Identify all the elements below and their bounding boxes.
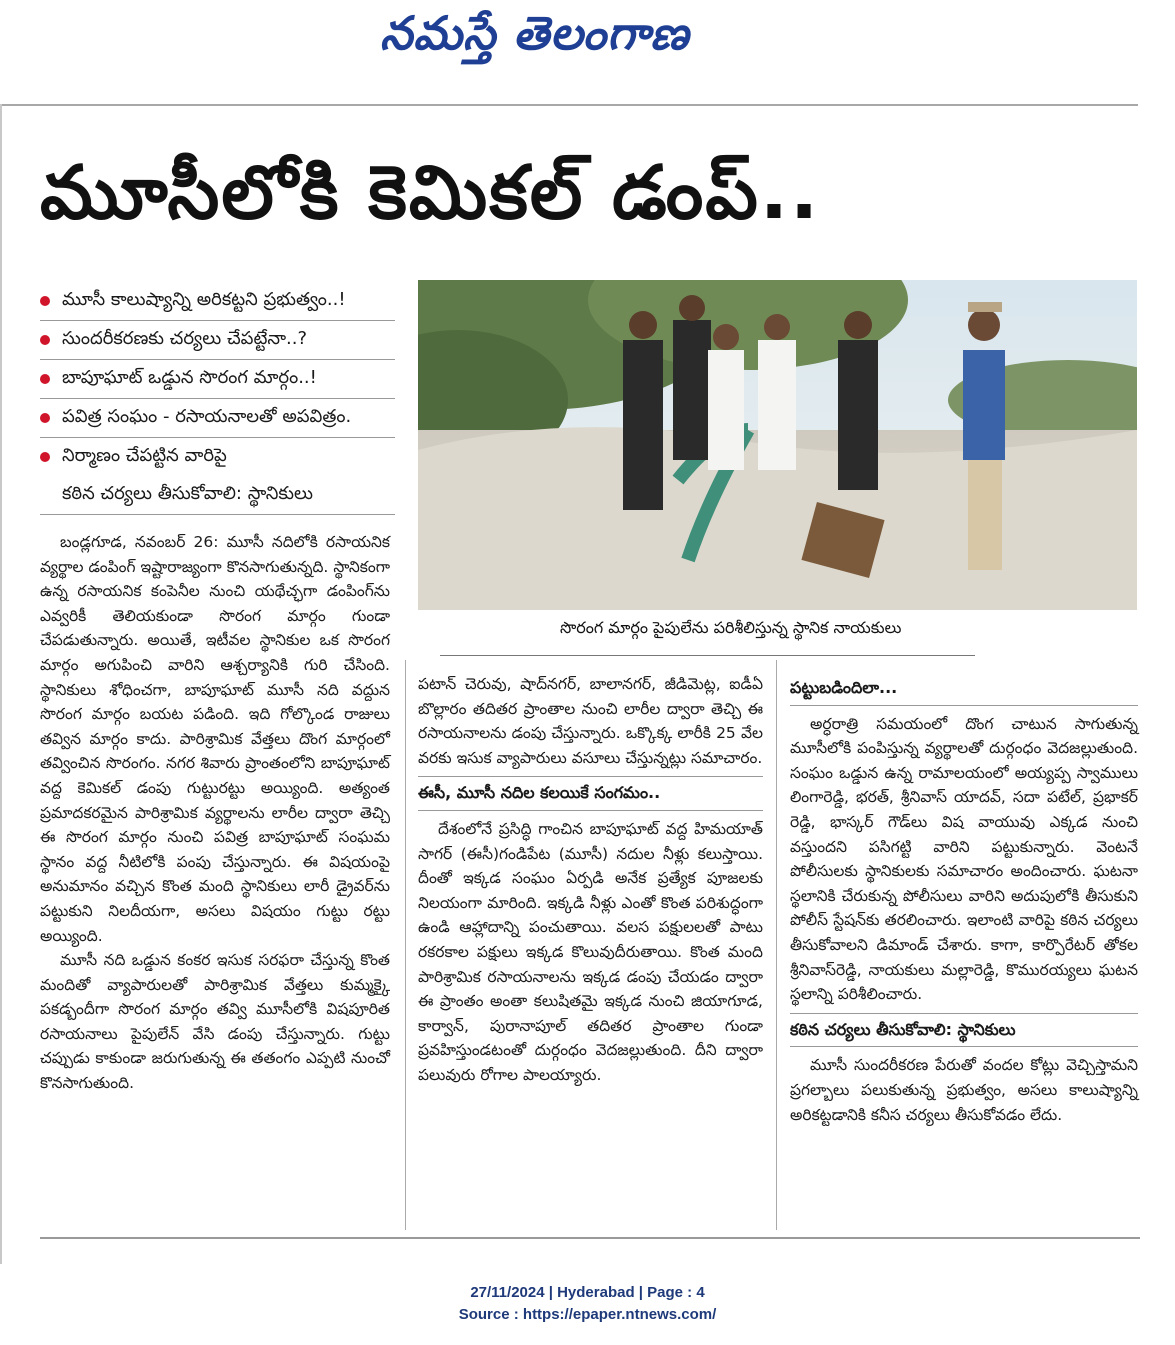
column-divider xyxy=(405,660,406,1230)
footer-date-line: 27/11/2024 | Hyderabad | Page : 4 xyxy=(470,1284,705,1301)
paragraph: బండ్లగూడ, నవంబర్ 26: మూసీ నదిలోకి రసాయనిక వ్యర్థాల డంపింగ్ ఇష్టారాజ్యంగా కొనసాగుతున్నది. స్థానికంగా ఉన్న రసాయనిక కంపెనీల నుంచి యథేచ్ఛగా డంపింగ్‌ను ఎవ్వరికీ తెలియకుండా సొరంగ మార్గం గుండా చేపడుతున్నారు. అయితే, ఇటీవల స్థానికుల ఒక సొరంగ మార్గం అగుపించి వారిని ఆశ్చర్యానికి గురి చేసింది. స్థానికులు శోధించగా, బాపూఘాట్ మూసీ నది వద్దున సొరంగ మార్గం బయట పడింది. ఇది గోల్కొండ రాజులు తవ్విన మార్గం కాదు. పారిశ్రామిక వేత్తలు దొంగ మార్గంలో తవ్వించిన సొరంగం. నగర శివారు ప్రాంతంలోని బాపూఘాట్ వద్ద కెమికల్ డంపు గుట్టురట్టు అయ్యింది. అత్యంత ప్రమాదకరమైన పారిశ్రామిక వ్యర్థాలను లారీల ద్వారా తెచ్చి ఈ సొరంగ మార్గం నుంచి పవిత్ర బాపూఘాట్ సంఘమ స్థానం వద్ద నీటిలోకి పంపు చేస్తున్నారు. ఈ విషయంపై అనుమానం వచ్చిన కొంత మంది స్థానికులు లారీ డ్రైవర్‌ను పట్టుకుని నిలదీయగా, అసలు విషయం గుట్టు రట్టు అయ్యింది. xyxy=(40,533,390,945)
highlight-text: కఠిన చర్యలు తీసుకోవాలి: స్థానికులు xyxy=(62,483,313,504)
section-subhead: పట్టుబడిందిలా... xyxy=(790,672,1138,706)
bullet-dot-icon xyxy=(40,413,50,423)
article-column-3 xyxy=(790,672,1138,1127)
footer-source-line[interactable]: Source : https://epaper.ntnews.com/ xyxy=(458,1306,717,1323)
paragraph: పటాన్ చెరువు, షాద్‌నగర్, బాలానగర్, జీడిమెట్ల, ఐడీఏ బొల్లారం తదితర ప్రాంతాల నుంచి లారీల ద్వారా తెచ్చి ఈ రసాయనాలను డంపు చేస్తున్నారు. ఒక్కొక్క లారీకి 25 వేల వరకు ఇసుక వ్యాపారులు వసూలు చేస్తున్నట్లు సమాచారం. xyxy=(418,675,763,767)
section-subhead: ఈసీ, మూసీ నదిల కలయికే సంగమం.. xyxy=(418,776,763,811)
page-footer xyxy=(0,1282,1175,1326)
highlight-text: మూసీ కాలుష్యాన్ని అరికట్టని ప్రభుత్వం..! xyxy=(62,289,346,310)
article-column-1 xyxy=(40,530,390,1096)
newspaper-logo: నమస్తే తెలంగాణ xyxy=(380,6,690,60)
column-divider xyxy=(776,660,777,1230)
highlight-text: సుందరీకరణకు చర్యలు చేపట్టేనా..? xyxy=(62,328,308,349)
paragraph: మూసీ సుందరీకరణ పేరుతో వందల కోట్లు వెచ్చిస్తామని ప్రగల్బాలు పలుకుతున్న ప్రభుత్వం, అసలు కాలుష్యాన్ని అరికట్టడానికి కనీస చర్యలు తీసుకోవడం లేదు. xyxy=(790,1056,1138,1124)
highlight-item xyxy=(40,321,395,360)
highlights-list xyxy=(40,282,395,515)
paragraph: అర్ధరాత్రి సమయంలో దొంగ చాటున సాగుతున్న మూసీలోకి పంపిస్తున్న వ్యర్థాలతో దుర్గంధం వెదజల్లుతుంది. సంఘం ఒడ్డున ఉన్న రామాలయంలో అయ్యప్ప స్వాములు లింగారెడ్డి, భరత్, శ్రీనివాస్ యాదవ్, సదా పటేల్, ప్రభాకర్ రెడ్డి, భాస్కర్ గౌడ్‌లు విష వాయువు ఎక్కడ నుంచి వస్తుందని పసిగట్టి వారిని పట్టుకున్నారు. వెంటనే పోలీసులకు స్థానికులకు సమాచారం అందించారు. ఘటనా స్థలానికి చేరుకున్న పోలీసులు వారిని అదుపులోకి తీసుకుని పోలీస్ స్టేషన్‌కు తరలించారు. ఇలాంటి వారిపై కఠిన చర్యలు తీసుకోవాలని డిమాండ్ చేశారు. కాగా, కార్పొరేటర్ తోకల శ్రీనివాస్‌రెడ్డి, నాయకులు మల్లారెడ్డి, కొమురయ్యలు ఘటన స్థలాన్ని పరిశీలించారు. xyxy=(790,714,1138,1004)
section-subhead: కఠిన చర్యలు తీసుకోవాలి: స్థానికులు xyxy=(790,1013,1138,1048)
highlight-text: బాపూఘాట్ ఒడ్డున సొరంగ మార్గం..! xyxy=(62,367,317,388)
highlight-text: నిర్మాణం చేపట్టిన వారిపై xyxy=(62,445,227,466)
photo-caption: సొరంగ మార్గం పైపులేను పరిశీలిస్తున్న స్థానిక నాయకులు xyxy=(560,618,902,637)
highlight-text: పవిత్ర సంఘం - రసాయనాలతో అపవిత్రం. xyxy=(62,406,352,427)
masthead-divider xyxy=(0,104,1138,106)
paragraph: దేశంలోనే ప్రసిద్ధి గాంచిన బాపూఘాట్ వద్ద హిమయాత్ సాగర్ (ఈసీ)గండిపేట (మూసీ) నదుల నీళ్లు కలుస్తాయి. దీంతో ఇక్కడ సంఘం ఏర్పడి అనేక ప్రత్యేక పూజలకు నిలయంగా మారింది. ఇక్కడి నీళ్లు ఎంతో కొంత పరిశుద్ధంగా ఉండి ఆహ్లాదాన్ని పంచుతాయి. వలస పక్షులలతో పాటు రకరకాల పక్షులు ఇక్కడ కొలువుదీరుతాయి. కొంత మంది పారిశ్రామిక రసాయనాలను ఇక్కడ డంపు చేయడం ద్వారా ఈ ప్రాంతం అంతా కలుషితమై ఇక్కడ నుంచి జియాగూడ, కార్వాన్, పురానాపూల్ తదితర ప్రాంతాల గుండా ప్రవహిస్తుండటంతో దుర్గంధం వెదజల్లుతుంది. దీని ద్వారా పలువురు రోగాల పాలయ్యారు. xyxy=(418,819,763,1084)
masthead xyxy=(0,0,1175,100)
bullet-dot-icon xyxy=(40,452,50,462)
highlight-item xyxy=(40,282,395,321)
paragraph: మూసీ నది ఒడ్డున కంకర ఇసుక సరఫరా చేస్తున్న కొంత మందితో వ్యాపారులతో పారిశ్రామిక వేత్తలు కుమ్మక్కై పకడ్బందీగా సొరంగ మార్గం తవ్వి మూసీలోకి విషపూరిత రసాయనాలు పైపులేన్ వేసి డంపు చేస్తున్నారు. గుట్టు చప్పుడు కాకుండా జరుగుతున్న ఈ తతంగం ఎప్పటి నుంచో కొనసాగుతుంది. xyxy=(40,951,390,1093)
highlight-item xyxy=(40,360,395,399)
page-bottom-divider xyxy=(40,1237,1140,1239)
highlight-item xyxy=(40,438,395,476)
page-left-border xyxy=(0,104,2,1264)
highlight-item xyxy=(40,399,395,438)
bullet-dot-icon xyxy=(40,296,50,306)
article-column-2 xyxy=(418,672,763,1088)
news-photo xyxy=(418,280,1137,610)
bullet-dot-icon xyxy=(40,335,50,345)
article-headline: మూసీలోకి కెమికల్ డంప్.. xyxy=(40,150,821,236)
caption-divider xyxy=(440,655,975,656)
bullet-dot-icon xyxy=(40,374,50,384)
highlight-item-continuation xyxy=(40,476,395,515)
